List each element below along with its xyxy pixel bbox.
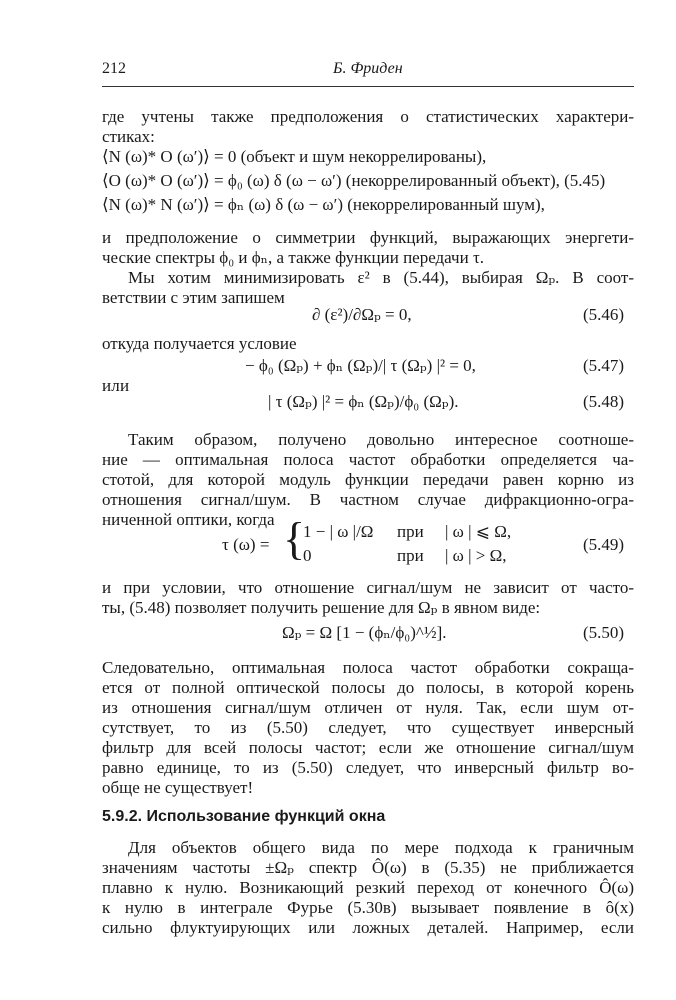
text-line: где учтены также предположения о статистических характери-	[102, 107, 634, 126]
equation-number-5-49: (5.49)	[583, 535, 625, 554]
equation-5-49-case2-expr: 0	[303, 546, 312, 565]
text-line: и предположение о симметрии функций, выражающих энергети-	[102, 228, 634, 247]
equation-5-49-lhs: τ (ω) =	[222, 535, 270, 554]
text-line: ется от полной оптической полосы до полосы, в которой корень	[102, 678, 634, 697]
text-line: ческие спектры ϕ₀ и ϕₙ, а также функции передачи τ.	[102, 248, 485, 267]
text-line: стиках:	[102, 127, 155, 146]
text-line: Таким образом, получено довольно интересное соотноше-	[128, 430, 634, 449]
text-line: стотой, для которой модуль функции передачи равен корню из	[102, 470, 634, 489]
equation-5-49-case1-cond: | ω | ⩽ Ω,	[445, 522, 512, 541]
text-line: значениям частоты ±Ωₚ спектр Ô(ω) в (5.35) не приближается	[102, 858, 634, 877]
equation-5-45-line1: ⟨N (ω)* O (ω′)⟩ = 0 (объект и шум некоррелированы),	[102, 147, 487, 166]
text-line: или	[102, 376, 130, 395]
equation-number-5-50: (5.50)	[583, 623, 625, 642]
equation-5-48: | τ (Ωₚ) |² = ϕₙ (Ωₚ)/ϕ₀ (Ωₚ).	[268, 392, 459, 411]
equation-5-46: ∂ (ε²)/∂Ωₚ = 0,	[312, 305, 412, 324]
text-line: ниченной оптики, когда	[102, 510, 275, 529]
text-line: Мы хотим минимизировать ε² в (5.44), выбирая Ωₚ. В соот-	[128, 268, 634, 287]
text-line: откуда получается условие	[102, 334, 297, 353]
text-line: и при условии, что отношение сигнал/шум не зависит от часто-	[102, 578, 634, 597]
text-line: к нулю в интеграле Фурье (5.30в) вызывает появление в ô(x)	[102, 898, 634, 917]
equation-number-5-48: (5.48)	[583, 392, 625, 411]
equation-5-49-case2-when: при	[397, 546, 424, 565]
equation-5-49-case2-cond: | ω | > Ω,	[445, 546, 507, 565]
text-line: из отношения сигнал/шум отличен от нуля. Так, если шум от-	[102, 698, 634, 717]
text-line: Следовательно, оптимальная полоса частот обработки сокраща-	[102, 658, 634, 677]
left-brace-icon: {	[283, 513, 306, 564]
text-line: фильтр для всей полосы частот; если же отношение сигнал/шум	[102, 738, 634, 757]
page-number: 212	[102, 60, 126, 77]
text-line: ты, (5.48) позволяет получить решение для Ωₚ в явном виде:	[102, 598, 541, 617]
equation-5-50: Ωₚ = Ω [1 − (ϕₙ/ϕ₀)^½].	[282, 623, 447, 642]
equation-5-49-case1-when: при	[397, 522, 424, 541]
section-heading: 5.9.2. Использование функций окна	[102, 808, 386, 825]
text-line: ние — оптимальная полоса частот обработки определяется ча-	[102, 450, 634, 469]
header-rule	[102, 86, 634, 87]
text-line: сутствует, то из (5.50) следует, что существует инверсный	[102, 718, 634, 737]
equation-number-5-46: (5.46)	[583, 305, 625, 324]
text-line: сильно флуктуирующих или ложных деталей. Например, если	[102, 918, 634, 937]
equation-5-45-line2: ⟨O (ω)* O (ω′)⟩ = ϕ₀ (ω) δ (ω − ω′) (некоррелированный объект), (5.45)	[102, 171, 606, 190]
equation-5-47: − ϕ₀ (Ωₚ) + ϕₙ (Ωₚ)/| τ (Ωₚ) |² = 0,	[245, 356, 476, 375]
running-title: Б. Фриден	[333, 60, 403, 77]
text-line: обще не существует!	[102, 778, 254, 797]
text-line: Для объектов общего вида по мере подхода к граничным	[128, 838, 634, 857]
text-line: ветствии с этим запишем	[102, 288, 285, 307]
equation-number-5-47: (5.47)	[583, 356, 625, 375]
text-line: отношения сигнал/шум. В частном случае дифракционно-огра-	[102, 490, 634, 509]
equation-5-49-case1-expr: 1 − | ω |/Ω	[303, 522, 374, 541]
text-line: плавно к нулю. Возникающий резкий переход от конечного Ô(ω)	[102, 878, 634, 897]
text-line: равно единице, то из (5.50) следует, что инверсный фильтр во-	[102, 758, 634, 777]
equation-5-45-line3: ⟨N (ω)* N (ω′)⟩ = ϕₙ (ω) δ (ω − ω′) (некоррелированный шум),	[102, 195, 545, 214]
